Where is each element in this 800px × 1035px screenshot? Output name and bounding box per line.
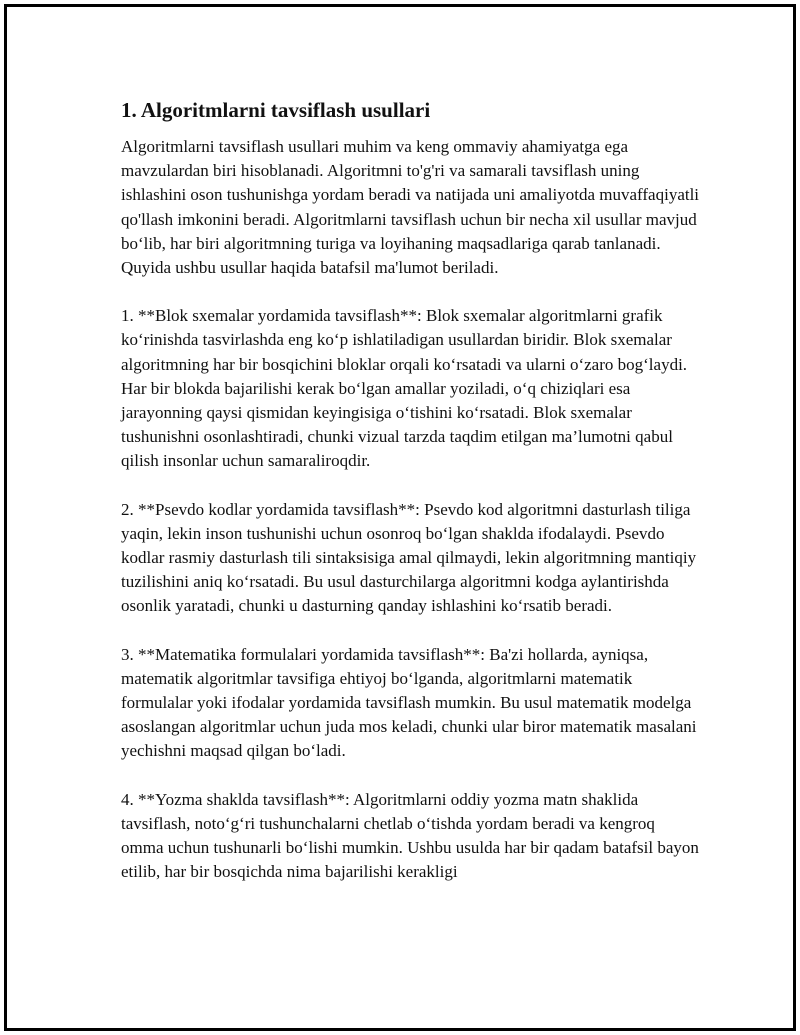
paragraph-block-diagrams: 1. **Blok sxemalar yordamida tavsiflash**: Blok sxemalar algoritmlarni grafik ko‘rinishda tasvirlashda eng ko‘p ishlatiladigan usullardan biridir. Blok sxemalar algoritmning har bir bosqichini bloklar orqali ko‘rsatadi va ularni o‘zaro bog‘laydi. Har bir blokda bajarilishi kerak bo‘lgan amallar yoziladi, o‘q chiziqlari esa jarayonning qaysi qismidan keyingisiga o‘tishini ko‘rsatadi. Blok sxemalar tushunishni osonlashtiradi, chunki vizual tarzda taqdim etilgan ma’lumotni qabul qilish insonlar uchun samaraliroqdir. bbox=[121, 306, 688, 471]
paragraph-pseudocode: 2. **Psevdo kodlar yordamida tavsiflash**: Psevdo kod algoritmni dasturlash tiliga yaqin, lekin inson tushunishi uchun osonroq bo‘lgan shaklda ifodalaydi. Psevdo kodlar rasmiy dasturlash tili sintaksisiga amal qilmaydi, lekin algoritmning mantiqiy tuzilishini aniq ko‘rsatadi. Bu usul dasturchilarga algoritmni kodga aylantirishda osonlik yaratadi, chunki u dasturning qanday ishlashini ko‘rsatib beradi. bbox=[121, 499, 697, 616]
page-frame bbox=[4, 4, 796, 1031]
document-body bbox=[121, 97, 701, 908]
intro-paragraph: Algoritmlarni tavsiflash usullari muhim va keng ommaviy ahamiyatga ega mavzulardan biri hisoblanadi. Algoritmni to'g'ri va samarali tavsiflash uning ishlashini oson tushunishga yordam beradi va natijada uni amaliyotda muvaffaqiyatli qo'llash imkonini beradi. Algoritmlarni tavsiflash uchun bir necha xil usullar mavjud bo‘lib, har biri algoritmning turiga va loyihaning maqsadlariga qarab tanlanadi. Quyida ushbu usullar haqida batafsil ma'lumot beriladi. bbox=[121, 137, 700, 278]
paragraph-written-form: 4. **Yozma shaklda tavsiflash**: Algoritmlarni oddiy yozma matn shaklida tavsiflash, noto‘g‘ri tushunchalarni chetlab o‘tishda yordam beradi va kengroq omma uchun tushunarli bo‘lishi mumkin. Ushbu usulda har bir qadam batafsil bayon etilib, har bir bosqichda nima bajarilishi kerakligi bbox=[121, 789, 699, 882]
section-heading: 1. Algoritmlarni tavsiflash usullari bbox=[121, 98, 431, 122]
paragraph-math-formulas: 3. **Matematika formulalari yordamida tavsiflash**: Ba'zi hollarda, ayniqsa, matematik algoritmlar tavsifiga ehtiyoj bo‘lganda, algoritmlarni matematik formulalar yoki ifodalar yordamida tavsiflash mumkin. Bu usul matematik modelga asoslangan algoritmlar uchun juda mos keladi, chunki ular biror matematik masalani yechishni maqsad qilgan bo‘ladi. bbox=[121, 644, 697, 761]
